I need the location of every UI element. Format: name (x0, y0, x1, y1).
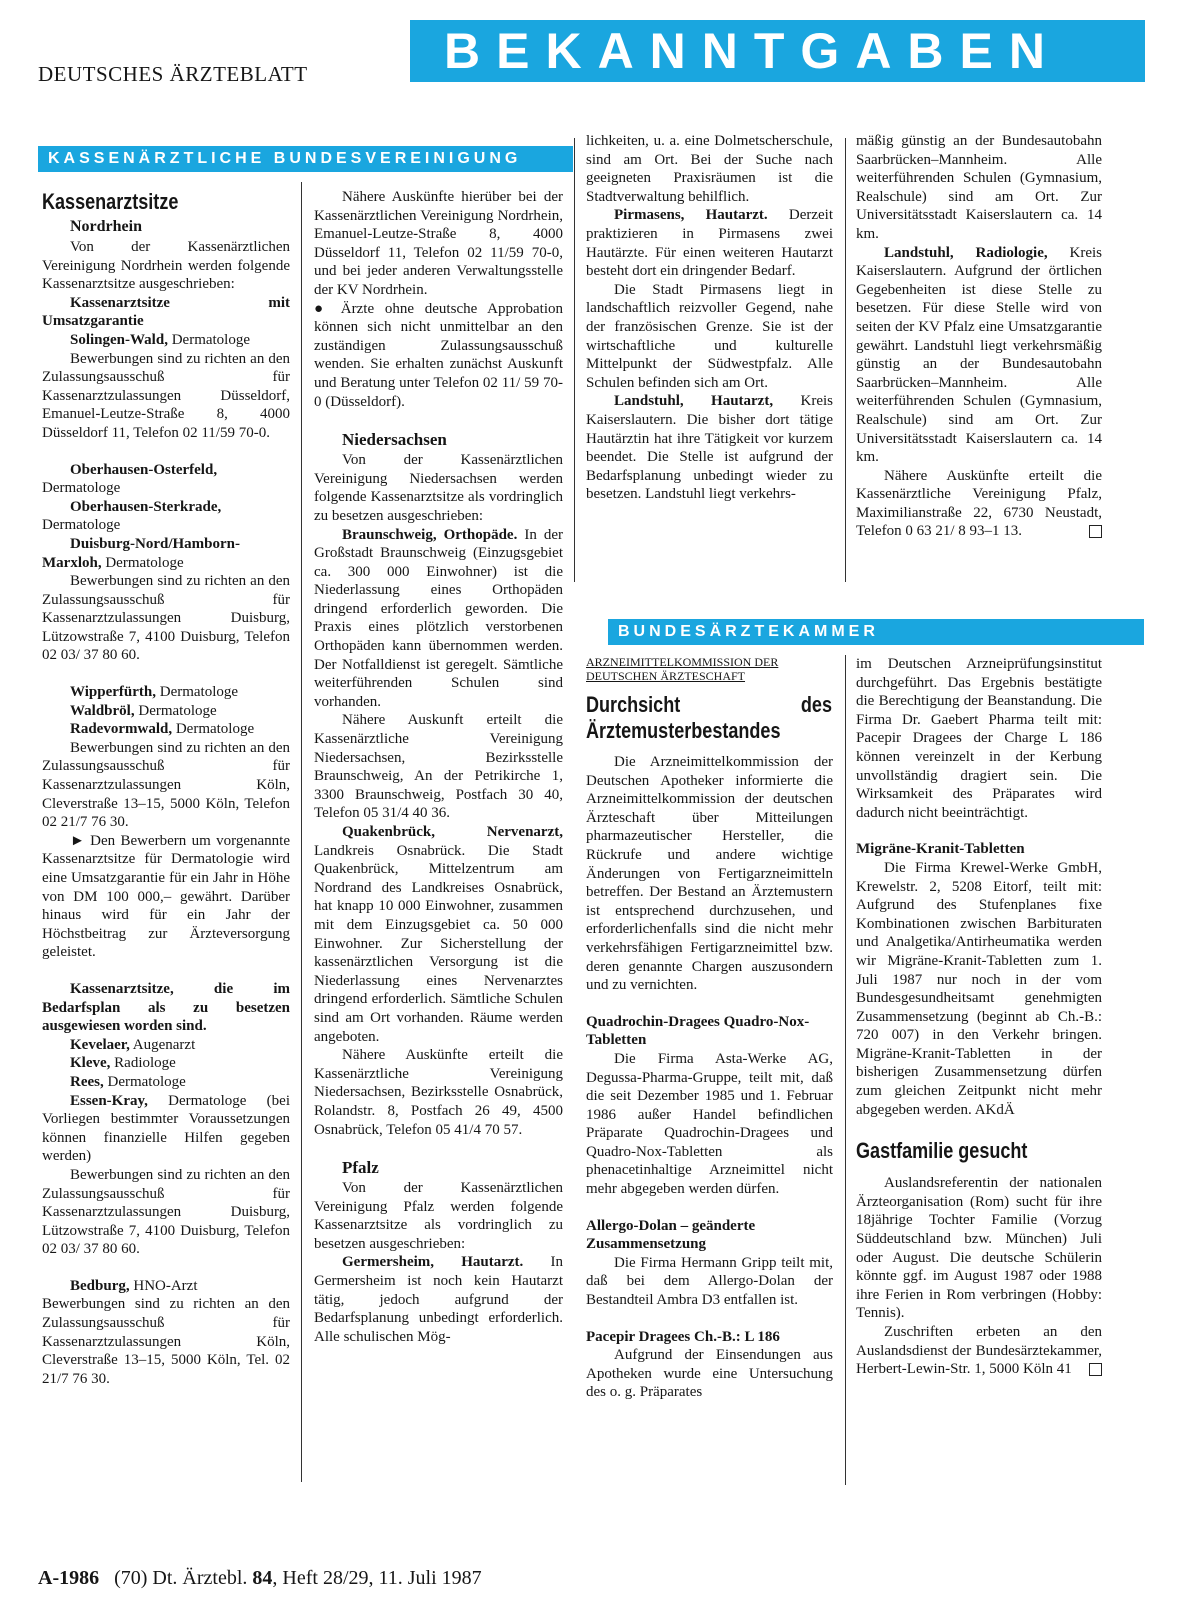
paragraph: Kreis Kaiserslautern. Aufgrund der örtlichen Gegebenheiten ist diese Stelle zu besetzen. Für diese Stelle wird von seiten der KV Pfalz eine Umsatzgarantie gewährt. Landstuhl liegt verkehrsmäßig günstig an der Bundesautobahn Saarbrücken–Mannheim. Alle weiterführenden Schulen (Gymnasium, Realschule) sind am Ort. Zur Universitätsstadt Kaiserslautern ca. 14 km. (856, 244, 1102, 466)
article-column-5 (586, 655, 833, 1402)
masthead: DEUTSCHES ÄRZTEBLATT (38, 62, 308, 86)
paragraph: Die Arzneimittelkommission der Deutschen Apotheker informierte die Arzneimittelkommission der deutschen Ärzteschaft über Mitteilungen pharmazeutischer Hersteller, die Rückrufe und andere wichtige Änderungen von Fertigarzneimitteln betreffen. Der Bestand an Ärztemustern ist entsprechend durchzusehen, und erforderlichenfalls sind die nicht mehr verkehrsfähigen Fertigarzneimittel bzw. deren genannte Chargen auszusondern und zu vernichten. (586, 754, 833, 994)
column-rule (845, 138, 846, 582)
paragraph: ● Ärzte ohne deutsche Approbation können sich nicht unmittelbar an den zuständigen Zulassungsausschuß wenden. Sie erhalten zunächst Auskunft und Beratung unter Telefon 02 11/ 59 70-0 (Düsseldorf). (314, 300, 563, 410)
location: Kevelaer, (70, 1036, 130, 1053)
paragraph: Landkreis Osnabrück. Die Stadt Quakenbrück, Mittelzentrum am Nordrand des Landkreises Osnabrück, hat knapp 10 000 Einwohner, zusammen mit dem Einzugsgebiet ca. 50 000 Einwohner. Zur Sicherstellung der kassenärztlichen Versorgung ist die Niederlassung eines Nervenarztes dringend erforderlich. Sämtliche Schulen sind am Ort vorhanden. Räume werden angeboten. (314, 842, 563, 1045)
location: Oberhausen-Sterkrade, (70, 498, 222, 515)
paragraph: Nähere Auskunft erteilt die Kassenärztliche Vereinigung Niedersachsen, Bezirksstelle Braunschweig, An der Petrikirche 1, 3300 Braunschweig, Postfach 30 40, Telefon 05 31/4 40 36. (314, 712, 563, 822)
column-rule (301, 182, 302, 1482)
location: Waldbröl, (70, 702, 135, 719)
kicker: ARZNEIMITTELKOMMISSION DER DEUTSCHEN ÄRZTESCHAFT (586, 655, 779, 683)
page-footer (38, 1567, 482, 1590)
issue: , Heft 28/29, 11. Juli 1987 (272, 1567, 482, 1589)
article-heading: Durchsicht des Ärztemusterbestandes (586, 692, 832, 743)
region-heading: Pfalz (342, 1158, 379, 1178)
paragraph: lichkeiten, u. a. eine Dolmetscherschule, sind am Ort. Bei der Suche nach geeigneten Praxisräumen ist die Stadtverwaltung behilflich. (586, 133, 833, 205)
subheading: Migräne-Kranit-Tabletten (856, 841, 1025, 858)
subheading: Pacepir Dragees Ch.-B.: L 186 (586, 1328, 780, 1345)
location: Duisburg-Nord/Hamborn-Marxloh, (42, 535, 241, 571)
specialty: Dermatologe (42, 480, 121, 497)
paragraph: Bewerbungen sind zu richten an den Zulassungsausschuß für Kassenarztzulassungen Duisburg, Lützowstraße 7, 4100 Duisburg, Telefon 02 03/ 37 80 60. (42, 1166, 290, 1258)
location: Landstuhl, Radiologie, (884, 244, 1048, 261)
location: Rees, (70, 1073, 104, 1090)
paragraph: mäßig günstig an der Bundesautobahn Saarbrücken–Mannheim. Alle weiterführenden Schulen (Gymnasium, Realschule) sind am Ort. Zur Universitätsstadt Kaiserslautern ca. 14 km. (856, 133, 1102, 242)
paragraph: Kreis Kaiserslautern. Die bisher dort tätige Hautärztin hat ihre Tätigkeit vor kurzem beendet. Die Stelle ist aufgrund der Bedarfsplanung unbedingt wieder zu besetzen. Landstuhl liegt verkehrs- (586, 393, 833, 503)
end-mark-icon (1089, 1363, 1102, 1376)
paragraph: Nähere Auskünfte erteilt die Kassenärztliche Vereinigung Pfalz, Maximilianstraße 22, 6730 Neustadt, Telefon 0 63 21/ 8 93–1 13. (856, 467, 1102, 540)
paragraph: im Deutschen Arzneiprüfungsinstitut durchgeführt. Das Ergebnis bestätigte die Berechtigung der Beanstandung. Die Firma Dr. Gaebert Pharma teilt mit: Pacepir Dragees der Charge L 186 können vereinzelt in der Kerbung unvollständig dragiert sein. Die Wirksamkeit des Präparates wird dadurch nicht beeinträchtigt. (856, 656, 1102, 821)
location: Solingen-Wald, (70, 331, 168, 348)
location: Wipperfürth, (70, 684, 156, 701)
location: Kleve, (70, 1055, 111, 1072)
specialty: Radiologe (110, 1055, 176, 1072)
specialty: Dermatologe (167, 331, 251, 348)
specialty: Dermatologe (bei Vorliegen bestimmter Voraussetzungen können finanzielle Hilfen gegeben werden) (42, 1092, 290, 1165)
paragraph: Zuschriften erbeten an den Auslandsdienst der Bundesärztekammer, Herbert-Lewin-Str. 1, 5000 Köln 41 (856, 1324, 1102, 1378)
article-column-4 (856, 132, 1102, 541)
paragraph: Die Firma Krewel-Werke GmbH, Krewelstr. 2, 5208 Eitorf, teilt mit: Aufgrund des Stufenplanes fixe Kombinationen zwischen Barbituraten und Analgetika/Antirheumatika werden wir Migräne-Kranit-Tabletten zum 1. Juli 1987 nur noch in der vom Bundesgesundheitsamt genehmigten Zusammensetzung (beginnt ab Ch.-B.: 720 007) in den Verkehr bringen. Migräne-Kranit-Tabletten in der bisherigen Zusammensetzung dürfen zum gleichen Zeitpunkt nicht mehr abgegeben werden. AKdÄ (856, 859, 1102, 1118)
specialty: Dermatologe (134, 702, 217, 719)
paragraph: Nähere Auskünfte hierüber bei der Kassenärztlichen Vereinigung Nordrhein, Emanuel-Leutze-Straße 8, 4000 Düsseldorf 11, Telefon 02 11/59 70-0, und bei jeder anderen Verwaltungsstelle der KV Nordrhein. (314, 189, 563, 298)
journal-ref: (70) Dt. Ärztebl. (114, 1567, 248, 1589)
subheading: Quadrochin-Dragees Quadro-Nox-Tabletten (586, 1013, 810, 1049)
article-heading: Kassenarztsitze (42, 189, 179, 214)
column-rule (574, 138, 575, 582)
paragraph: Aufgrund der Einsendungen aus Apotheken wurde eine Untersuchung des o. g. Präparates (586, 1347, 833, 1401)
location: Oberhausen-Osterfeld, (70, 461, 218, 478)
specialty: Dermatologe (42, 517, 121, 534)
location: Landstuhl, Hautarzt, (614, 393, 774, 410)
paragraph: Bewerbungen sind zu richten an den Zulassungsausschuß für Kassenarztzulassungen Köln, Cleverstraße 13–15, 5000 Köln, Tel. 02 21/7 76 30. (42, 1296, 290, 1387)
article-column-1 (42, 188, 290, 1388)
paragraph: Die Stadt Pirmasens liegt in landschaftlich reizvoller Gegend, nahe der französischen Grenze. Sie ist der wirtschaftliche und kulturelle Mittelpunkt der Südwestpfalz. Alle Schulen befinden sich am Ort. (586, 281, 833, 391)
location: Braunschweig, Orthopäde. (342, 526, 518, 543)
paragraph: Bewerbungen sind zu richten an den Zulassungsausschuß für Kassenarztzulassungen Düsseldorf, Emanuel-Leutze-Straße 8, 4000 Düsseldorf 11, Telefon 02 11/59 70-0. (42, 350, 290, 441)
section-banner: BEKANNTGABEN (410, 20, 1145, 82)
location: Quakenbrück, Nervenarzt, (342, 824, 563, 840)
paragraph: In der Großstadt Braunschweig (Einzugsgebiet ca. 300 000 Einwohner) ist die Niederlassung eines Orthopäden dringend erforderlich geworden. Die Praxis eines plötzlich verstorbenen Orthopäden kann übernommen werden. Der Notfalldienst ist geregelt. Sämtliche weiterführenden Schulen sind vorhanden. (314, 526, 563, 710)
column-rule (845, 655, 846, 1485)
specialty: Dermatologe (155, 684, 239, 701)
specialty: Dermatologe (172, 721, 255, 738)
subheading: Allergo-Dolan – geänderte Zusammensetzung (586, 1217, 756, 1253)
paragraph: ► Den Bewerbern um vorgenannte Kassenarztsitze für Dermatologie wird eine Umsatzgarantie für ein Jahr in Höhe von DM 100 000,– gewährt. Darüber hinaus wird für ein Jahr der Höchstbeitrag zur Ärzteversorgung geleistet. (42, 832, 290, 961)
article-column-2 (314, 188, 563, 1346)
article-column-3 (586, 132, 833, 504)
location: Essen-Kray, (70, 1092, 148, 1109)
paragraph: Die Firma Asta-Werke AG, Degussa-Pharma-Gruppe, teilt mit, daß die seit Dezember 1985 und 1. Februar 1986 außer Handel befindlichen Präparate Quadrochin-Dragees und Quadro-Nox-Tabletten als phenacetinhaltige Arzneimittel nicht mehr abgegeben werden dürfen. (586, 1050, 833, 1198)
section-band-baek: BUNDESÄRZTEKAMMER (608, 619, 1144, 645)
paragraph: Derzeit praktizieren in Pirmasens zwei Hautärzte. Für einen weiteren Hautarzt besteht dort ein dringender Bedarf. (586, 207, 833, 280)
section-band-kbv: KASSENÄRZTLICHE BUNDESVEREINIGUNG (38, 146, 573, 172)
paragraph: Von der Kassenärztlichen Vereinigung Pfalz werden folgende Kassenarztsitze als vordringlich zu besetzen ausgeschrieben: (314, 1180, 563, 1252)
paragraph: In Germersheim ist noch kein Hautarzt tätig, jedoch aufgrund der Bedarfsplanung unbedingt erforderlich. Alle schulischen Mög- (314, 1254, 564, 1345)
region-heading: Nordrhein (70, 218, 142, 235)
specialty: Augenarzt (129, 1036, 196, 1053)
subheading: Kassenarztsitze, die im Bedarfsplan als zu besetzen ausgewiesen worden sind. (42, 980, 290, 1035)
specialty: HNO-Arzt (129, 1277, 198, 1294)
paragraph: Die Firma Hermann Gripp teilt mit, daß bei dem Allergo-Dolan der Bestandteil Ambra D3 entfallen ist. (586, 1254, 833, 1309)
article-heading: Gastfamilie gesucht (856, 1138, 1028, 1164)
region-heading: Niedersachsen (342, 430, 447, 450)
volume: 84 (252, 1567, 273, 1589)
end-mark-icon (1089, 525, 1102, 538)
location: Pirmasens, Hautarzt. (614, 207, 768, 224)
paragraph: Auslandsreferentin der nationalen Ärzteorganisation (Rom) sucht für ihre 18jährige Tochter Familie (Vorzug Süddeutschland bzw. München) Juli oder August. Die deutsche Schülerin könnte ggf. im August 1987 oder 1988 ihre Ferien in Rom verbringen (Hobby: Tennis). (856, 1175, 1102, 1322)
subheading: Kassenarztsitze mit Umsatzgarantie (42, 294, 290, 330)
paragraph: Bewerbungen sind zu richten an den Zulassungsausschuß für Kassenarztzulassungen Köln, Cleverstraße 13–15, 5000 Köln, Telefon 02 21/7 76 30. (42, 739, 290, 831)
specialty: Dermatologe (101, 554, 184, 571)
location: Germersheim, Hautarzt. (342, 1254, 524, 1271)
location: Radevormwald, (70, 721, 173, 738)
page-number: A-1986 (38, 1567, 100, 1589)
location: Bedburg, (70, 1277, 130, 1294)
paragraph: Von der Kassenärztlichen Vereinigung Nordrhein werden folgende Kassenarztsitze ausgeschrieben: (42, 239, 290, 293)
paragraph: Bewerbungen sind zu richten an den Zulassungsausschuß für Kassenarztzulassungen Duisburg, Lützowstraße 7, 4100 Duisburg, Telefon 02 03/ 37 80 60. (42, 573, 290, 664)
paragraph: Von der Kassenärztlichen Vereinigung Niedersachsen werden folgende Kassenarztsitze als vordringlich zu besetzen ausgeschrieben: (314, 452, 563, 524)
paragraph: Nähere Auskünfte erteilt die Kassenärztliche Vereinigung Niedersachsen, Bezirksstelle Osnabrück, Rolandstr. 8, Postfach 26 49, 4500 Osnabrück, Telefon 05 41/4 70 57. (314, 1047, 563, 1138)
article-column-6 (856, 655, 1102, 1379)
specialty: Dermatologe (103, 1073, 186, 1090)
